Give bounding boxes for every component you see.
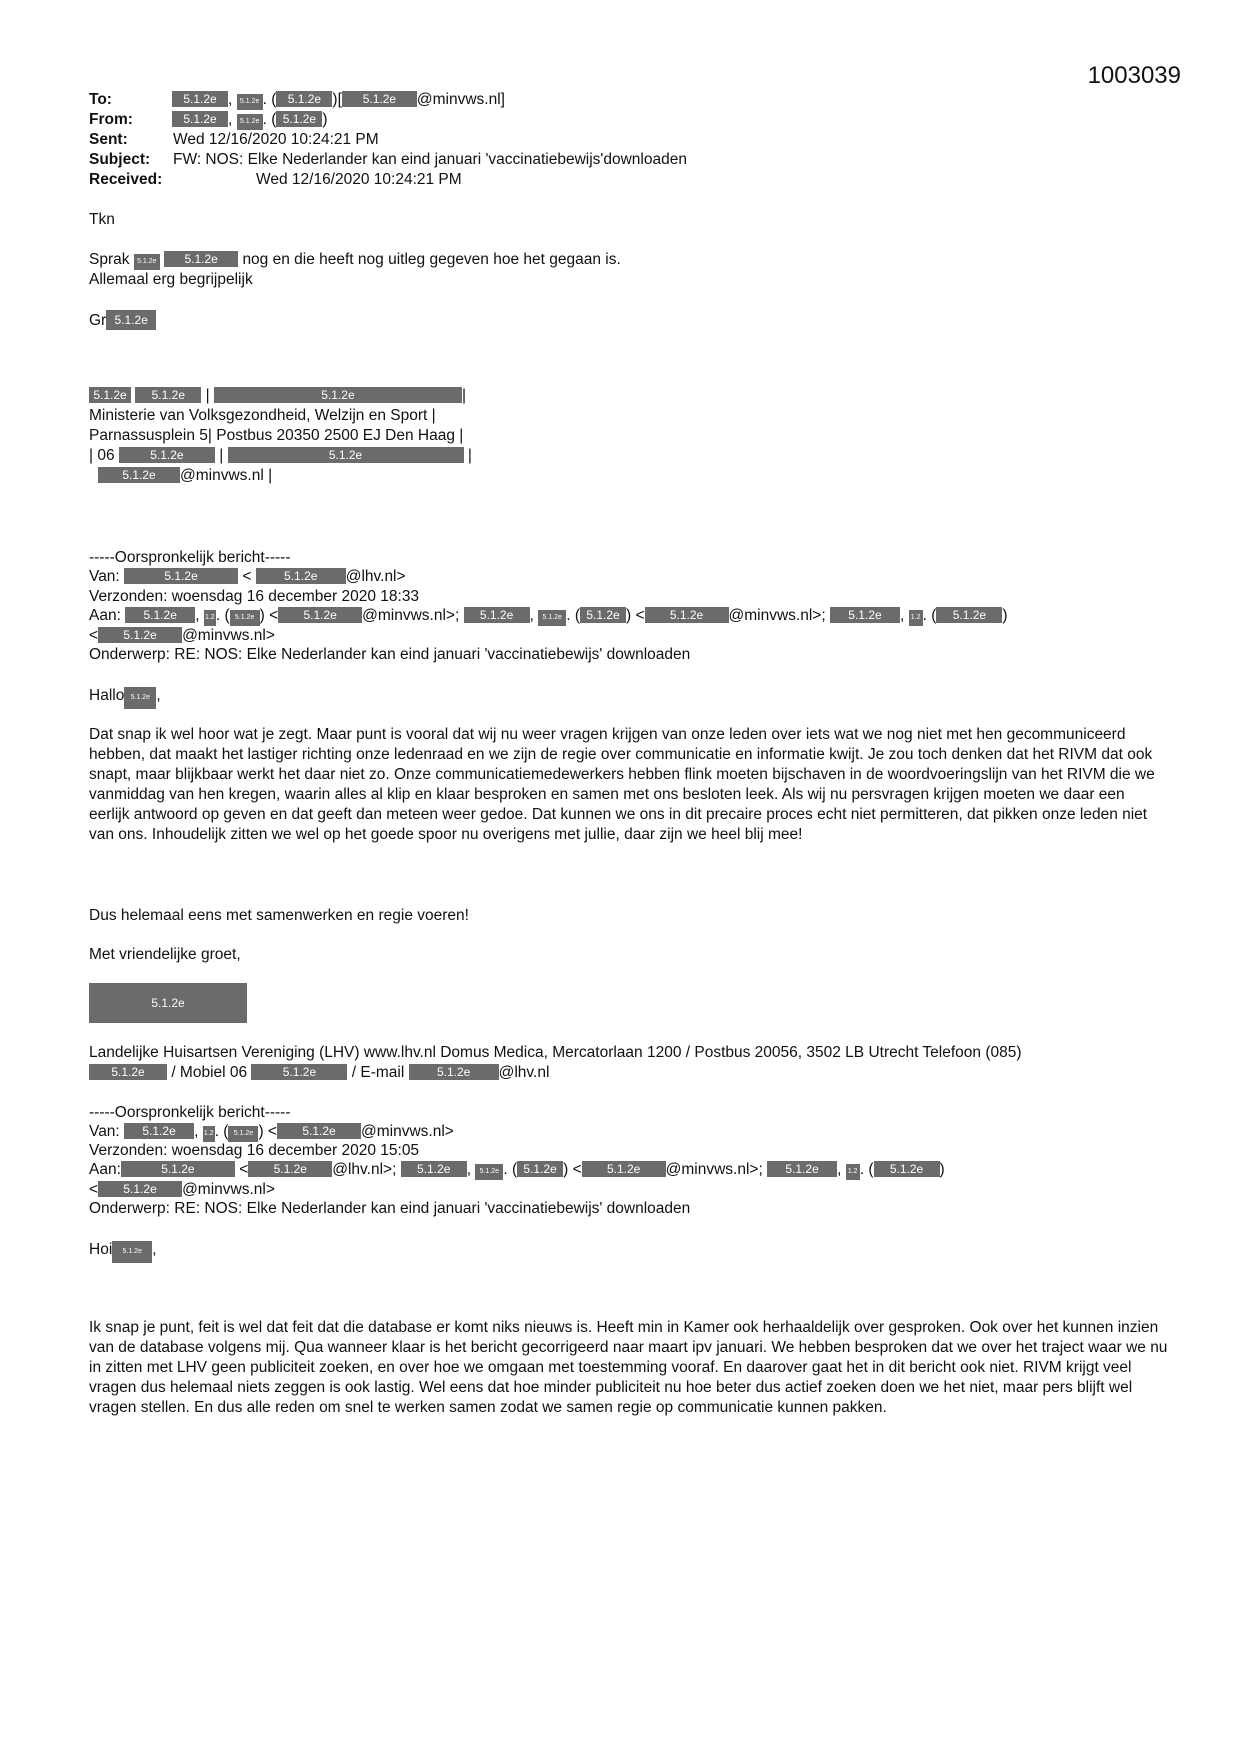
redaction: 5.1.2e <box>936 607 1002 623</box>
redaction: 5.1.2e <box>124 1123 194 1139</box>
message-text: Hoi <box>89 1241 113 1258</box>
redaction: 5.1.2e <box>172 91 228 107</box>
message-text: @minvws.nl>; <box>362 607 460 624</box>
signature-name-line: 5.1.2e 5.1.2e | 5.1.2e | <box>89 386 466 405</box>
forward-body: Ik snap je punt, feit is wel dat feit dat die database er komt niks nieuws is. Heeft min in Kamer ook herhaaldelijk over gesproken. Ook over het kunnen inzien van de database volgens mij. Qua wanneer klaar is het bericht gecorrigeerd naar maart ipv januari. We hebben besproken dat we over het traject waar we nu in zitten met LHV geen publiciteit zoeken, en over hoe we omgaan met toestemming vooraf. En daarover gaat het in dit bericht ook niet. RIVM krijgt veel vragen dus helemaal niets zeggen is ook lastig. Wel eens dat hoe minder publiciteit nu hoe beter dus actief zoeken doen we het niet, maar pers blijft wel vragen stellen. En dus alle reden om snel te werken samen zodat we samen regie op communicatie kunnen pakken. <box>89 1319 1168 1416</box>
sent-value: Wed 12/16/2020 10:24:21 PM <box>173 131 379 148</box>
to-value: 5.1.2e , 5.1.2e . ( 5.1.2e )[ 5.1.2e @minvws.nl] <box>172 90 505 110</box>
signature-phone: | 06 5.1.2e | 5.1.2e | <box>89 447 472 464</box>
message-text: @minvws.nl> <box>361 1123 454 1140</box>
message-text: Van: <box>89 568 120 585</box>
forward-greeting: Hoi 5.1.2e , <box>89 1240 157 1263</box>
redaction: 5.1.2e <box>121 1161 235 1177</box>
forward-closing: Met vriendelijke groet, <box>89 946 241 963</box>
received-value: Wed 12/16/2020 10:24:21 PM <box>256 171 462 188</box>
message-text: @minvws.nl>; <box>728 607 826 624</box>
message-text: Van: <box>89 1123 120 1140</box>
lhv-org-line: Landelijke Huisartsen Vereniging (LHV) www.lhv.nl Domus Medica, Mercatorlaan 1200 / Postbus 20056, 3502 LB Utrecht Telefoon (085) <box>89 1044 1022 1061</box>
redaction-block: 5.1.2e <box>89 983 247 1023</box>
lhv-contact-line <box>89 1063 549 1082</box>
redaction: 5.1.2e <box>228 447 464 463</box>
redaction: 5.1.2e <box>134 254 160 270</box>
forward-sent: Verzonden: woensdag 16 december 2020 15:05 <box>89 1142 420 1159</box>
signature-address: Parnassusplein 5| Postbus 20350 2500 EJ Den Haag | <box>89 427 464 444</box>
message-text: Aan: <box>89 1161 121 1178</box>
to-suffix: @minvws.nl] <box>416 91 505 108</box>
forward-from: Van: 5.1.2e , 1.2. ( 5.1.2e ) < 5.1.2e @minvws.nl> <box>89 1123 454 1140</box>
redaction: 5.1.2e <box>98 467 180 483</box>
received-label: Received: <box>89 171 163 188</box>
message-line <box>89 250 621 270</box>
subject-value: FW: NOS: Elke Nederlander kan eind januari 'vaccinatiebewijs'downloaden <box>173 151 687 168</box>
redaction: 5.1.2e <box>89 387 131 403</box>
forward-to-cont: < 5.1.2e @minvws.nl> <box>89 1181 275 1198</box>
redaction: 5.1.2e <box>135 387 201 403</box>
message-text: Sprak <box>89 251 130 268</box>
redaction: 5.1.2e <box>124 568 238 584</box>
redaction: 1.2 <box>204 610 216 626</box>
redaction: 5.1.2e <box>409 1064 499 1080</box>
redaction: 5.1.2e <box>237 114 263 130</box>
redaction: 5.1.2e <box>278 607 362 623</box>
redaction: 5.1.2e <box>230 610 260 626</box>
from-value: 5.1.2e , 5.1.2e . ( 5.1.2e ) <box>172 110 328 130</box>
redaction: 5.1.2e <box>119 447 215 463</box>
message-text: / E-mail <box>351 1064 405 1081</box>
redaction: 5.1.2e <box>214 387 462 403</box>
forward-greeting: Hallo 5.1.2e , <box>89 686 161 709</box>
message-text: @minvws.nl>; <box>665 1161 763 1178</box>
redaction: 5.1.2e <box>248 1161 332 1177</box>
redaction: 5.1.2e <box>256 568 346 584</box>
forward-subject: Onderwerp: RE: NOS: Elke Nederlander kan eind januari 'vaccinatiebewijs' downloaden <box>89 646 691 663</box>
redaction: 5.1.2e <box>106 310 156 330</box>
redaction: 5.1.2e <box>124 687 156 709</box>
from-label: From: <box>89 111 133 128</box>
forward-from: Van: 5.1.2e < 5.1.2e @lhv.nl> <box>89 568 406 585</box>
redaction: 5.1.2e <box>89 1064 167 1080</box>
message-text: @lhv.nl <box>498 1064 550 1081</box>
redaction: 5.1.2e <box>98 1181 182 1197</box>
redaction: 5.1.2e <box>237 94 263 110</box>
redaction: 5.1.2e <box>276 91 332 107</box>
forward-sent: Verzonden: woensdag 16 december 2020 18:33 <box>89 588 420 605</box>
redaction: 5.1.2e <box>475 1164 503 1180</box>
message-line: Allemaal erg begrijpelijk <box>89 271 253 288</box>
sent-label: Sent: <box>89 131 128 148</box>
redaction: 5.1.2e <box>251 1064 347 1080</box>
redaction: 5.1.2e <box>874 1161 940 1177</box>
redaction: 5.1.2e <box>401 1161 467 1177</box>
message-text: @minvws.nl | <box>180 467 273 484</box>
redaction: 5.1.2e <box>125 607 195 623</box>
redaction: 5.1.2e <box>112 1241 152 1263</box>
redaction: 5.1.2e <box>830 607 900 623</box>
message-text: @lhv.nl>; <box>332 1161 397 1178</box>
redaction: 5.1.2e <box>538 610 566 626</box>
to-label: To: <box>89 91 112 108</box>
forward-body: Dat snap ik wel hoor wat je zegt. Maar punt is vooral dat wij nu weer vragen krijgen van onze leden over iets wat we nog niet met hen gecommuniceerd hebben, dat maakt het lastiger richting onze ledenraad en we zijn de regie over communicatie en informatie kwijt. Je zou toch denken dat het RIVM dat ook snapt, maar blijkbaar werkt het daar niet zo. Onze communicatiemedewerkers hebben flink moeten bijschaven in de woordvoeringslijn van het RIVM die we vanmiddag van hen kregen, waarin alles al klip en klaar besproken en samen met ons besloten leek. Als wij nu persvragen krijgen moeten we daar een eerlijk antwoord op geven en dat geeft dan meteen weer gedoe. Dat kunnen we ons in dit precaire proces echt niet permitteren, dat pikken onze leden niet van ons. Inhoudelijk zitten we wel op het goede spoor nu overigens met jullie, daar zijn we heel blij mee! <box>89 726 1155 843</box>
forward-to: Aan: 5.1.2e , 1.2. ( 5.1.2e ) < 5.1.2e @minvws.nl>; 5.1.2e , 5.1.2e . ( 5.1.2e ) < 5.1.2e @minvws.nl>; 5.1.2e , 1.2 . ( 5.1.2e ) <box>89 607 1008 624</box>
redaction: 5.1.2e <box>767 1161 837 1177</box>
message-text: @minvws.nl> <box>182 627 275 644</box>
forward-to-cont: < 5.1.2e @minvws.nl> <box>89 627 275 644</box>
redaction: 5.1.2e <box>464 607 530 623</box>
redaction: 5.1.2e <box>517 1161 563 1177</box>
redaction: 5.1.2e <box>277 1123 361 1139</box>
redaction: 5.1.2e <box>582 1161 666 1177</box>
message-text: Gr <box>89 312 107 329</box>
original-message-separator: -----Oorspronkelijk bericht----- <box>89 549 291 566</box>
message-greeting: Tkn <box>89 211 115 228</box>
redaction: 5.1.2e <box>172 111 228 127</box>
redaction: 1.2 <box>909 610 923 626</box>
signature-email <box>98 466 272 485</box>
message-text: @lhv.nl> <box>345 568 406 585</box>
redaction: 5.1.2e <box>645 607 729 623</box>
subject-label: Subject: <box>89 151 151 168</box>
message-text: | 06 <box>89 447 115 464</box>
message-text: Aan: <box>89 607 121 624</box>
forward-closing: Dus helemaal eens met samenwerken en regie voeren! <box>89 907 469 924</box>
redaction: 5.1.2e <box>164 251 238 267</box>
forward-subject: Onderwerp: RE: NOS: Elke Nederlander kan eind januari 'vaccinatiebewijs' downloaden <box>89 1200 691 1217</box>
message-text: Hallo <box>89 687 125 704</box>
redaction: 5.1.2e <box>580 607 626 623</box>
document-number: 1003039 <box>1087 62 1181 89</box>
original-message-separator: -----Oorspronkelijk bericht----- <box>89 1104 291 1121</box>
forward-to: Aan: 5.1.2e < 5.1.2e @lhv.nl>; 5.1.2e , 5.1.2e . ( 5.1.2e ) < 5.1.2e @minvws.nl>; 5.1.2e , 1.2 . ( 5.1.2e ) <box>89 1161 945 1178</box>
redaction: 1.2 <box>203 1126 215 1142</box>
redaction: 1.2 <box>846 1164 860 1180</box>
redaction: 5.1.2e <box>98 627 182 643</box>
message-signoff <box>89 310 156 330</box>
message-text: / Mobiel 06 <box>171 1064 248 1081</box>
redaction: 5.1.2e <box>342 91 417 107</box>
message-text: nog en die heeft nog uitleg gegeven hoe het gegaan is. <box>242 251 621 268</box>
redaction: 5.1.2e <box>228 1126 258 1142</box>
redaction: 5.1.2e <box>276 111 322 127</box>
message-text: @minvws.nl> <box>182 1181 275 1198</box>
signature-ministry: Ministerie van Volksgezondheid, Welzijn en Sport | <box>89 407 436 424</box>
